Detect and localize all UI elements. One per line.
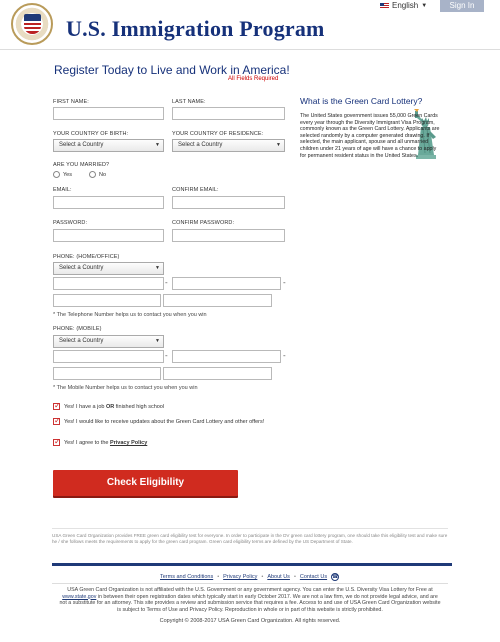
- job-checkbox-label-or: OR: [106, 404, 115, 410]
- phone-home-country-select[interactable]: [53, 262, 164, 275]
- phone-home-dash: -: [165, 278, 168, 287]
- phone-mobile-number-input[interactable]: [163, 367, 272, 380]
- phone-mobile-dash: -: [165, 351, 168, 360]
- privacy-checkbox-label-pre: Yes! I agree to the: [64, 440, 110, 446]
- phone-home-number-input[interactable]: [163, 294, 272, 307]
- birth-country-value: Select a Country: [59, 142, 104, 148]
- email-input[interactable]: [53, 196, 164, 209]
- footer-top-bar: [52, 563, 452, 566]
- phone-mobile-prefix-input[interactable]: [172, 350, 281, 363]
- chevron-down-icon: ▼: [155, 142, 160, 148]
- married-yes-label: Yes: [63, 171, 72, 178]
- chevron-down-icon: ▼: [155, 338, 160, 344]
- footer-disclaimer: [58, 587, 442, 613]
- footer-link-separator: •: [293, 574, 296, 580]
- confirm-email-input[interactable]: [172, 196, 285, 209]
- sidebar-title: What is the Green Card Lottery?: [300, 96, 423, 106]
- phone-icon[interactable]: ☎: [332, 574, 339, 580]
- updates-checkbox-label: Yes! I would like to receive updates about the Green Card Lottery and other offers!: [64, 419, 265, 425]
- birth-country-label: YOUR COUNTRY OF BIRTH:: [53, 131, 129, 137]
- phone-mobile-dash: -: [283, 351, 286, 360]
- confirm-email-label: CONFIRM EMAIL:: [172, 187, 219, 193]
- us-flag-icon: [380, 3, 389, 9]
- footer-links: [160, 573, 339, 581]
- phone-home-ext-input[interactable]: [53, 294, 161, 307]
- language-selector[interactable]: [380, 1, 427, 10]
- contact-link[interactable]: Contact Us: [299, 574, 328, 580]
- header-divider: [0, 49, 500, 50]
- updates-checkbox[interactable]: [53, 418, 278, 426]
- radio-circle-icon: [89, 171, 96, 178]
- job-checkbox[interactable]: [53, 403, 273, 411]
- form-title: Register Today to Live and Work in America!: [54, 63, 290, 77]
- married-no-radio[interactable]: [89, 171, 106, 178]
- footer-disclaimer-post: in between their open registration dates which typically start in early October 2017. We are not a law firm, we do not provide legal advice, and are not a substitute for an attorney. This site provides a review and submission service that requires a fee. Access to and use of USA Green Card Organization website is subject to Terms of Use and Privacy Policy. Reproduction in whole or in part of this website is strictly prohibited.: [59, 593, 441, 613]
- seal-logo-icon[interactable]: [11, 3, 53, 45]
- required-note: All Fields Required: [228, 76, 279, 82]
- confirm-password-input[interactable]: [172, 229, 285, 242]
- radio-circle-icon: [53, 171, 60, 178]
- checkbox-icon: [53, 439, 60, 446]
- footer-disclaimer-pre: USA Green Card Organization is not affiliated with the U.S. Government or any government agency. You can enter the U.S. Diversity Visa Lottery for Free at: [67, 587, 433, 593]
- about-link[interactable]: About Us: [267, 574, 290, 580]
- registration-panel: [52, 52, 448, 568]
- confirm-password-label: CONFIRM PASSWORD:: [172, 220, 235, 226]
- phone-home-label: PHONE: (HOME/OFFICE): [53, 254, 120, 260]
- phone-mobile-label: PHONE: (MOBILE): [53, 326, 102, 332]
- phone-home-dash: -: [283, 278, 286, 287]
- phone-home-note: * The Telephone Number helps us to contact you when you win: [53, 312, 207, 318]
- footer-link-separator: •: [217, 574, 220, 580]
- signin-button[interactable]: Sign In: [440, 0, 484, 12]
- first-name-input[interactable]: [53, 107, 164, 120]
- chevron-down-icon: ▼: [155, 265, 160, 271]
- site-title[interactable]: U.S. Immigration Program: [66, 16, 325, 41]
- first-name-label: FIRST NAME:: [53, 99, 89, 105]
- chevron-down-icon: ▼: [276, 142, 281, 148]
- password-label: PASSWORD:: [53, 220, 88, 226]
- job-checkbox-label-pre: Yes! I have a job: [64, 404, 106, 410]
- phone-mobile-ext-input[interactable]: [53, 367, 161, 380]
- phone-mobile-country-value: Select a Country: [59, 338, 104, 344]
- phone-home-country-value: Select a Country: [59, 265, 104, 271]
- check-eligibility-button[interactable]: Check Eligibility: [53, 470, 238, 496]
- site-header: [0, 0, 500, 50]
- email-label: EMAIL:: [53, 187, 72, 193]
- job-checkbox-label-post: finished high school: [114, 404, 165, 410]
- copyright: Copyright © 2008-2017 USA Green Card Organization. All rights reserved.: [159, 618, 341, 624]
- married-yes-radio[interactable]: [53, 171, 72, 178]
- checkbox-icon: [53, 403, 60, 410]
- footer-link-separator: •: [261, 574, 264, 580]
- phone-home-area-input[interactable]: [53, 277, 164, 290]
- last-name-input[interactable]: [172, 107, 285, 120]
- privacy-checkbox[interactable]: [53, 439, 273, 447]
- phone-mobile-note: * The Mobile Number helps us to contact you when you win: [53, 385, 198, 391]
- footer-divider: [52, 583, 448, 584]
- residence-country-value: Select a Country: [178, 142, 223, 148]
- sidebar-text: The United States government issues 55,000 Green Cards every year through the Diversity Immigrant Visa Program, commonly known as the Green Card Lottery. Applicants are selected randomly by a computer generated drawing. If selected, the main applicant, spouse and all unmarried children under 21 years of age will have a chance to apply for permanent resident status in the United States.: [300, 113, 440, 159]
- chevron-down-icon: ▼: [421, 2, 428, 9]
- checkbox-icon: [53, 418, 60, 425]
- married-label: ARE YOU MARRIED?: [53, 162, 110, 168]
- privacy-link[interactable]: Privacy Policy: [223, 574, 258, 580]
- last-name-label: LAST NAME:: [172, 99, 206, 105]
- disclaimer-text: USA Green Card Organization provides FREE green card eligibility test for everyone. In order to participate in the DV green card lottery program, one should take this eligibility test and make sure he / she follows meets the requirements to apply for the green card program. Green card eligibility terms are defined by the US Department of State.: [52, 533, 448, 544]
- residence-country-label: YOUR COUNTRY OF RESIDENCE:: [172, 131, 264, 137]
- residence-country-select[interactable]: [172, 139, 285, 152]
- password-input[interactable]: [53, 229, 164, 242]
- phone-home-prefix-input[interactable]: [172, 277, 281, 290]
- privacy-policy-link[interactable]: Privacy Policy: [109, 440, 148, 446]
- privacy-checkbox-label: [64, 439, 147, 447]
- job-checkbox-label: [64, 403, 164, 411]
- phone-mobile-area-input[interactable]: [53, 350, 164, 363]
- language-label: English: [392, 1, 419, 10]
- disclaimer-divider: [52, 528, 448, 529]
- terms-link[interactable]: Terms and Conditions: [160, 574, 214, 580]
- birth-country-select[interactable]: [53, 139, 164, 152]
- state-gov-link[interactable]: www.state.gov: [62, 593, 97, 600]
- phone-mobile-country-select[interactable]: [53, 335, 164, 348]
- married-no-label: No: [99, 171, 107, 178]
